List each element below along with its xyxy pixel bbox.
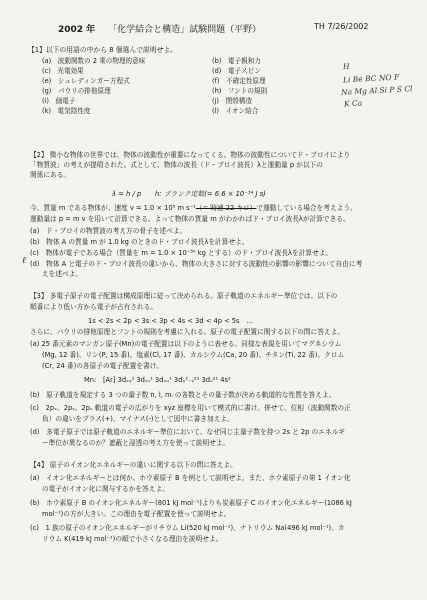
q1-term-list	[42, 56, 382, 117]
q2-question-d-line-1: (d) 物体 A と電子のド・ブロイ波長の違いから、物体の大きさに対する波動性の影響の影響について自由に考	[30, 260, 363, 268]
q3-line-1: 【3】 多電子原子の電子配置は構成原理に従って決められる。原子軌道のエネルギー準位では、以下の	[30, 292, 338, 300]
q3-question-a-line-1: (a) 25 番元素のマンガン原子(Mn)の電子配置は以下のように表せる。同様な表現を用いてマグネシウム	[30, 340, 342, 348]
q4-line-1: 【4】 原子のイオン化エネルギーの違いに関する以下の問に答えよ。	[30, 461, 237, 469]
q4-question-b-line-2: mol⁻¹)の方が大きい。この理由を電子配置を使って説明せよ。	[42, 510, 231, 518]
q1-term-row	[42, 106, 382, 116]
handwritten-note-1: H	[342, 61, 350, 72]
q2-question-d-line-2: えを述べよ。	[42, 270, 83, 278]
q1-term: (j) 閉殻構造	[212, 97, 252, 106]
q1-term: (i) 価電子	[42, 97, 76, 106]
exam-meta: TH 7/26/2002	[314, 22, 369, 31]
q3-line-3: さらに、パウリの排他原理とフントの規則を考慮に入れる。原子の電子配置に関する以下の問に答えよ。	[30, 328, 345, 336]
q1-term: (g) パウリの排他原理	[42, 87, 111, 96]
q1-term-row	[42, 66, 382, 76]
q3-question-c-line-1: (c) 2pₓ、2pᵧ、2pᵤ 軌道の電子の広がりを xyz 座標を用いて模式的に書け。併せて、位相（波動関数の正	[30, 404, 351, 412]
q1-intro: 【1】以下の用語の中から 8 個選んで説明せよ。	[28, 46, 177, 54]
q1-term: (e) シュレディンガー方程式	[42, 77, 130, 86]
q3-question-c-line-2: 負）の違いをプラス(+)、マイナス(-)として図中に書き加えよ。	[42, 415, 234, 423]
q2-line-2: 「物質波」の考えが提唱された。式として、物体の波長（ド・ブロイ波長）λと運動量 p が以下の	[30, 161, 323, 169]
q3-question-a-line-3: (Cr, 24 番)の各原子の電子配置を書け。	[42, 362, 163, 370]
q3-question-d-line-1: (d) 多電子原子では原子軌道のエネルギー準位において、なぜ同じ主量子数を持つ 2s と 2p のエネルギ	[30, 428, 345, 436]
handwritten-check-mark: ℓ	[22, 256, 26, 266]
q1-term: (k) 電気陰性度	[42, 107, 91, 116]
exam-year: 2002 年	[58, 25, 96, 35]
q4-question-c-line-2: リウム K(419 kJ mol⁻¹)の順で小さくなる理由を説明せよ。	[42, 535, 223, 543]
debroglie-formula: λ = h / p h: プランク定数(= 6.6 × 10⁻³⁴ J s)	[112, 190, 266, 198]
handwritten-note-2: Li Be BC NO F	[342, 72, 400, 85]
q3-question-b: (b) 原子軌道を規定する 3 つの量子数 n, l, mₗ の各数とその量子数が決める軌道的な性質を答えよ。	[30, 391, 336, 399]
exam-title: 「化学結合と構造」試験問題（平野）	[108, 25, 262, 35]
mn-configuration: Mn: [Ar] 3dₓᵧ¹ 3dᵧᵤ¹ 3dₓᵤ¹ 3dₓ²₋ᵧ²¹ 3dᵤ²¹ 4s²	[84, 376, 231, 384]
q2-question-a: (a) ド・ブロイの物質波の考え方の骨子を述べよ。	[30, 227, 187, 235]
q1-term: (h) フントの規則	[212, 87, 268, 96]
q1-term: (l) イオン結合	[212, 107, 259, 116]
q1-term-row	[42, 96, 382, 106]
q1-term-row	[42, 76, 382, 86]
q1-term-row	[42, 86, 382, 96]
q2-line-5: 運動量は p = m v を用いて計算できる。よって物体の質量 m がわかればド・ブロイ波長λが計算できる。	[30, 215, 350, 223]
handwritten-note-4: K Ca	[343, 98, 363, 109]
q2-line-3: 関係にある。	[30, 171, 71, 179]
orbital-order: 1s < 2s < 2p < 3s < 3p < 4s < 3d < 4p < 5s …	[88, 317, 253, 325]
exam-header	[58, 22, 369, 35]
q4-question-b-line-1: (b) ホウ素原子 B のイオン化エネルギー(801 kJ mol⁻¹)よりも炭素原子 C のイオン化エネルギー(1086 kJ	[30, 499, 352, 507]
q2-question-c: (c) 物体が電子である場合（質量を m = 1.0 × 10⁻³⁰ kg とする）のド・ブロイ波長λを計算せよ。	[30, 249, 333, 257]
q3-question-d-line-2: ー準位が異なるのか？遮蔽と浸透の考え方を使って説明せよ。	[42, 439, 230, 447]
q3-line-2: 順番により低い方から電子が占有される。	[30, 303, 158, 311]
q4-question-a-line-2: の電子がイオン化に関与するかを答えよ。	[42, 485, 169, 493]
q1-term: (a) 波動関数の 2 乗の物理的意味	[42, 57, 146, 65]
q2-question-b: (b) 物体 A の質量 m が 1.0 kg のときのド・ブロイ波長λを計算せよ。	[30, 238, 249, 246]
q1-term: (f) 不確定性原理	[212, 77, 266, 86]
q1-term: (c) 光電効果	[42, 67, 84, 76]
q2-line-4: 今、質量 m である物体が、速度 v = 1.0 × 10⁵ m s⁻¹（= 時速 22 キロ）で運動している場合を考えよう。	[30, 204, 357, 212]
q4-question-c-line-1: (c) 1 族の原子のイオン化エネルギーがリチウム Li(520 kJ mol⁻¹)、ナトリウム Na(496 kJ mol⁻¹)、カ	[30, 524, 345, 532]
q3-question-a-line-2: (Mg, 12 番)、リン(P, 15 番)、塩素(Cl, 17 番)、カルシウム(Ca, 20 番)、チタン(Ti, 22 番)、クロム	[42, 351, 345, 359]
q2-line-1: 【2】 微小な物体の世界では、物体の波動性が重要になってくる。物体の波動性についてド・ブロイにより	[30, 151, 351, 159]
q4-question-a-line-1: (a) イオン化エネルギーとは何か、ホウ素原子 B を例として説明せよ。また、ホウ素原子の第 1 イオン化	[30, 474, 351, 482]
q1-term: (d) 電子スピン	[212, 67, 261, 76]
q1-term-row	[42, 56, 382, 66]
q1-term: (b) 電子親和力	[212, 57, 261, 65]
handwritten-note-3: Na Mg Al Si P S Cl	[340, 84, 413, 97]
